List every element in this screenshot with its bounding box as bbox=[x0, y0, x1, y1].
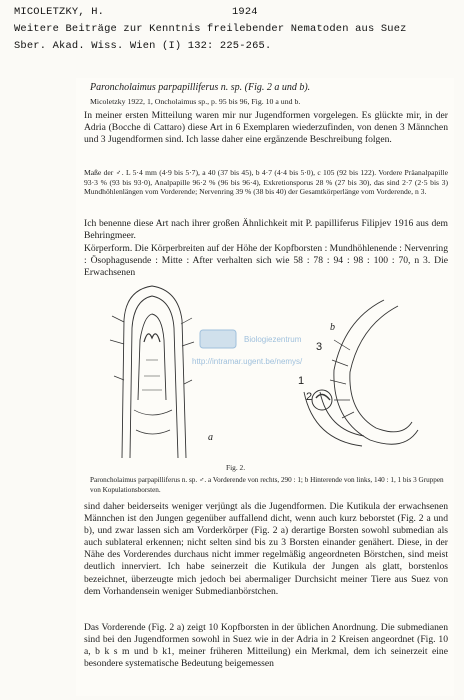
group-label-2: 2 bbox=[306, 391, 313, 403]
paragraph-body-form: Körperform. Die Körperbreiten auf der Höhe der Kopfborsten : Mundhöhlenende : Nervenring : Ösophagusende : Mitte : After verhalten sich wie 58 : 78 : 94 : 98 : 100 : 70, n 3. Die Erwachsenen bbox=[84, 243, 448, 279]
paragraph-naming: Ich benenne diese Art nach ihrer großen Ähnlichkeit mit P. papilliferus Filipjev 1916 aus dem Behringmeer. bbox=[84, 218, 448, 242]
figure-caption: Paroncholaimus parpapilliferus n. sp. ♂. a Vorderende von rechts, 290 : 1; b Hinterende von links, 140 : 1, 1 bis 3 Gruppen von Kopulationsborsten. bbox=[90, 476, 444, 494]
paragraph-intro: In meiner ersten Mitteilung waren mir nur Jugendformen vorgelegen. Es glückte mir, in der Adria (Bocche di Cattaro) diese Art in 6 Exemplaren wiederzufinden, von denen 3 Männchen und 3 Jugendformen sind. Ich lasse daher eine ergänzende Beschreibung folgen. bbox=[84, 110, 448, 146]
watermark bbox=[192, 330, 303, 366]
figure-drawing bbox=[84, 280, 444, 460]
watermark-org: Biologiezentrum bbox=[244, 335, 302, 344]
panel-b-label: b bbox=[330, 322, 335, 333]
figure-number: Fig. 2. bbox=[226, 463, 246, 472]
species-heading: Paroncholaimus parpapilliferus n. sp. (Fig. 2 a und b). bbox=[90, 82, 311, 93]
watermark-logo-icon bbox=[200, 330, 236, 348]
group-label-1: 1 bbox=[298, 375, 305, 387]
panel-a-label: a bbox=[208, 432, 213, 443]
watermark-url: http://intramar.ugent.be/nemys/ bbox=[192, 357, 303, 366]
reference-source: Sber. Akad. Wiss. Wien (I) 132: 225-265. bbox=[14, 40, 272, 52]
panel-b-posterior-end bbox=[304, 300, 418, 446]
species-synonym: Micoletzky 1922, 1, Oncholaimus sp., p. 95 bis 96, Fig. 10 a und b. bbox=[90, 97, 301, 106]
paragraph-anterior-end: Das Vorderende (Fig. 2 a) zeigt 10 Kopfborsten in der üblichen Anordnung. Die submedianen sind bei den Jugendformen sowohl in Suez wie in der Adria in 2 Kreisen angeordnet (Fig. 10 a, b k s m und b k1, meiner früheren Mitteilung) ein Merkmal, dem ich seinerzeit eine besondere systematische Bedeutung beigemessen bbox=[84, 622, 448, 670]
panel-a-anterior-end bbox=[110, 286, 194, 458]
paragraph-measurements: Maße der ♂. L 5·4 mm (4·9 bis 5·7), a 40 (37 bis 45), b 4·7 (4·4 bis 5·0), c 105 (92 bis 122). Vordere Präanalpapille 93·3 % (93 bis 93·0), Analpapille 96·2 % (96 bis 96·4), Exkretionsporus 28 % (27 bis 30), das sind 2·7 (2·5 bis 3) Mundhöhlenlängen vom Vorderende; Nervenring 39 % (38 bis 40) der Gesamtkörperlänge vom Vorderende, n 3. bbox=[84, 168, 448, 197]
group-label-3: 3 bbox=[316, 341, 323, 353]
paragraph-cuticle: sind daher beiderseits weniger verjüngt als die Jugendformen. Die Kutikula der erwachsenen Männchen ist den Jungen gegenüber auffallend dicht, wenn auch kurz beborstet (Fig. 2 a und b), und zwar lassen sich am Vorderkörper (Fig. 2 a) derartige Borsten sowohl submedian als auch sublateral erkennen; nicht selten sind bis zu 3 Borsten einander genähert. Diese, in der Nähe des Vorderendes durchaus nicht immer regelmäßig angeordneten Börstchen, sind meist deutlich innerviert. Ich habe seinerzeit die Kutikula der Jungen als glatt, borstenlos bezeichnet, überzeugte mich jedoch bei abermaliger Durchsicht meiner Tiere aus Suez von dem Vorhandensein weniger Submedianbörstchen. bbox=[84, 501, 448, 597]
reference-author: MICOLETZKY, H. bbox=[14, 6, 105, 18]
reference-title: Weitere Beiträge zur Kenntnis freilebender Nematoden aus Suez bbox=[14, 23, 407, 35]
reference-year: 1924 bbox=[232, 6, 258, 18]
